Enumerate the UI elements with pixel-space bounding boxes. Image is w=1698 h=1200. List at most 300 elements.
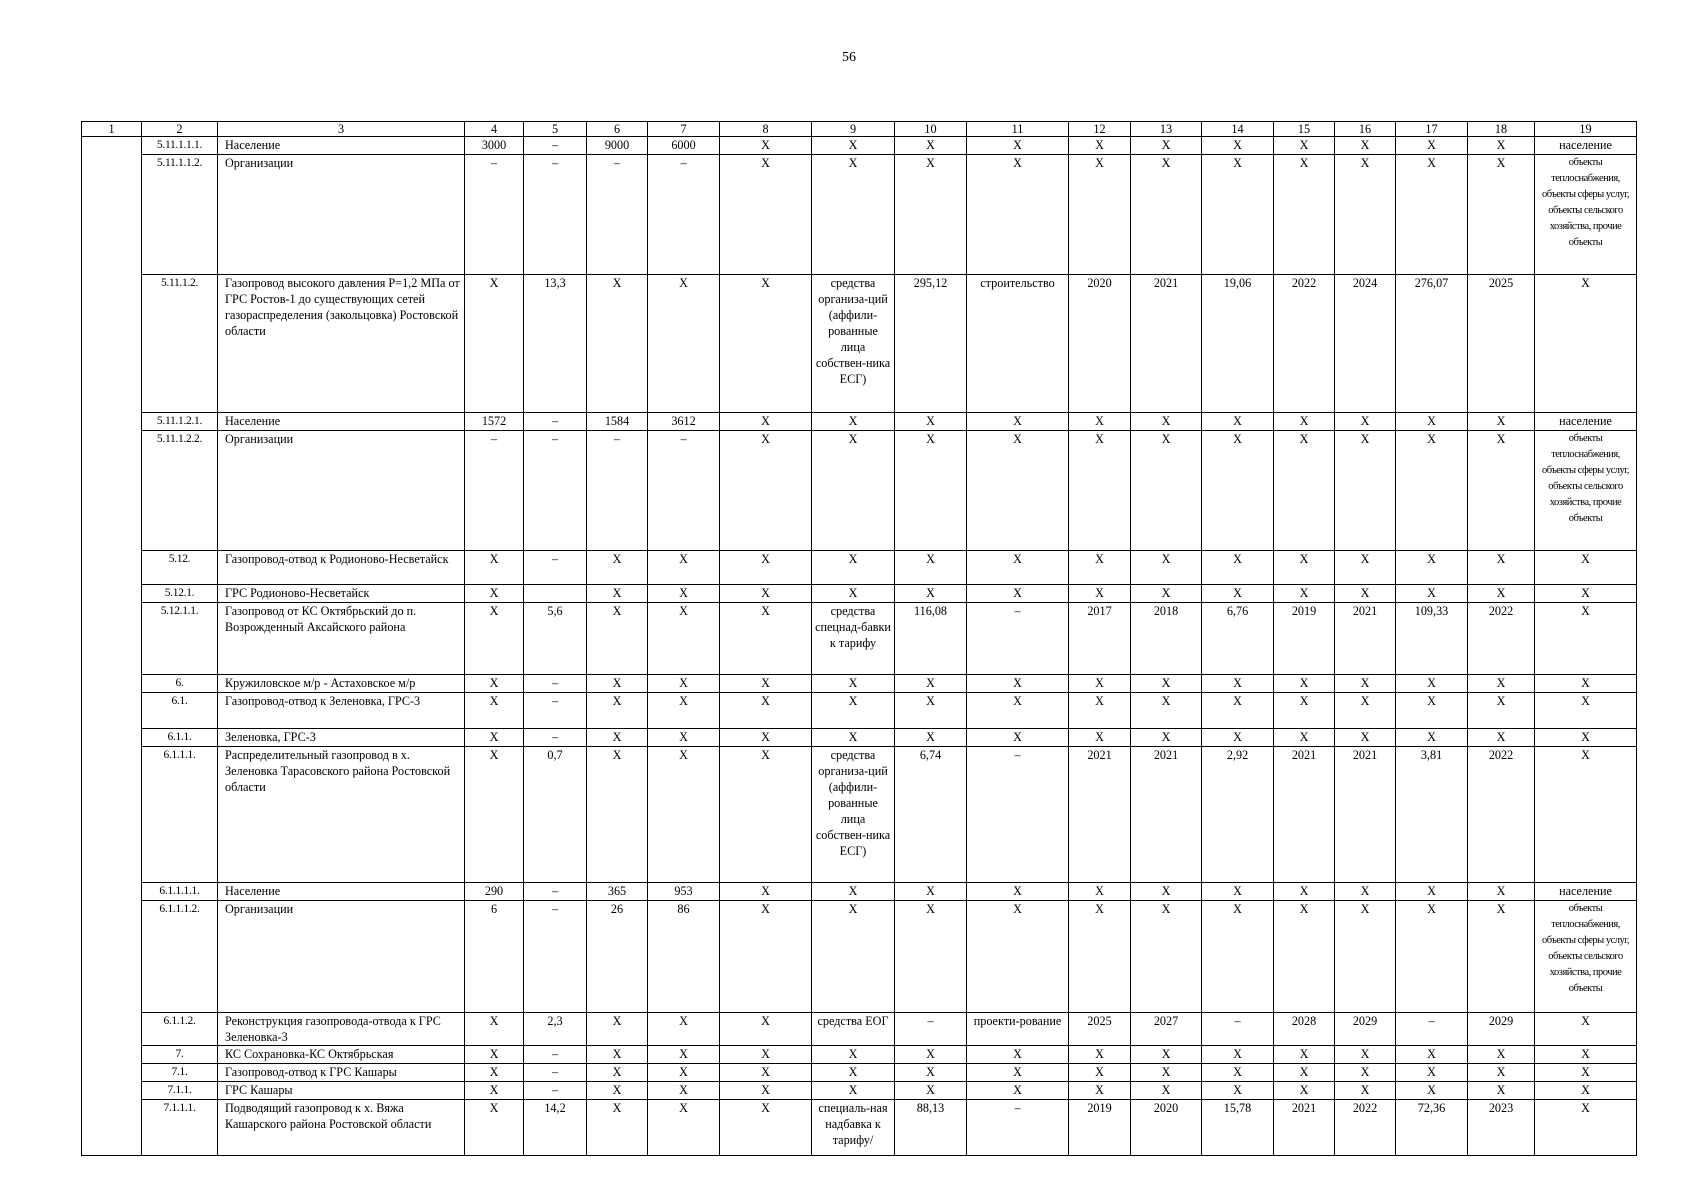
row-name: Зеленовка, ГРС-3 <box>218 729 465 747</box>
cell-col-9: Х <box>812 1064 895 1082</box>
row-code: 6.1. <box>142 693 218 729</box>
cell-col-4: 6 <box>465 901 524 1013</box>
cell-col-14: Х <box>1202 585 1274 603</box>
table-row <box>82 551 1637 585</box>
cell-col-16: Х <box>1335 693 1396 729</box>
cell-col-19: объекты теплоснабжения, объекты сферы услуг, объекты сельского хозяйства, прочие объекты <box>1535 901 1637 1013</box>
cell-col-11: Х <box>967 883 1069 901</box>
table-row <box>82 431 1637 551</box>
cell-col-5: – <box>524 901 587 1013</box>
cell-col-17: – <box>1396 1013 1468 1046</box>
cell-col-4: Х <box>465 275 524 413</box>
cell-col-9: Х <box>812 431 895 551</box>
cell-col-6: 26 <box>587 901 648 1013</box>
cell-col-14: – <box>1202 1013 1274 1046</box>
row-name: Население <box>218 413 465 431</box>
cell-col-15: 2019 <box>1274 603 1335 675</box>
cell-col-12: Х <box>1069 551 1131 585</box>
cell-col-11: Х <box>967 1082 1069 1100</box>
cell-col-12: Х <box>1069 675 1131 693</box>
cell-col-5: – <box>524 1082 587 1100</box>
cell-col-8: Х <box>720 155 812 275</box>
cell-col-5: – <box>524 551 587 585</box>
cell-col-16: Х <box>1335 585 1396 603</box>
cell-col-5: – <box>524 431 587 551</box>
cell-col-5: 5,6 <box>524 603 587 675</box>
cell-col-12: Х <box>1069 413 1131 431</box>
cell-col-9: Х <box>812 137 895 155</box>
cell-col-10: Х <box>895 1046 967 1064</box>
column-header-8: 8 <box>720 122 812 137</box>
cell-col-11: Х <box>967 901 1069 1013</box>
cell-col-14: 2,92 <box>1202 747 1274 883</box>
cell-col-14: Х <box>1202 693 1274 729</box>
cell-col-19: население <box>1535 883 1637 901</box>
cell-col-7: – <box>648 431 720 551</box>
cell-col-11: Х <box>967 1046 1069 1064</box>
cell-col-15: Х <box>1274 1046 1335 1064</box>
cell-col-10: – <box>895 1013 967 1046</box>
column-header-2: 2 <box>142 122 218 137</box>
cell-col-17: Х <box>1396 729 1468 747</box>
cell-col-7: Х <box>648 551 720 585</box>
cell-col-14: Х <box>1202 155 1274 275</box>
cell-col-6: 9000 <box>587 137 648 155</box>
column-header-19: 19 <box>1535 122 1637 137</box>
cell-col-7: Х <box>648 1082 720 1100</box>
cell-col-5: 13,3 <box>524 275 587 413</box>
cell-col-11: Х <box>967 1064 1069 1082</box>
cell-col-5: 14,2 <box>524 1100 587 1156</box>
cell-col-19: объекты теплоснабжения, объекты сферы услуг, объекты сельского хозяйства, прочие объекты <box>1535 155 1637 275</box>
cell-col-13: Х <box>1131 883 1202 901</box>
cell-col-18: Х <box>1468 137 1535 155</box>
cell-col-6: Х <box>587 603 648 675</box>
cell-col-8: Х <box>720 413 812 431</box>
cell-col-4: Х <box>465 1082 524 1100</box>
cell-col-11: – <box>967 1100 1069 1156</box>
cell-col-16: 2024 <box>1335 275 1396 413</box>
cell-col-11: проекти-рование <box>967 1013 1069 1046</box>
cell-col-12: 2017 <box>1069 603 1131 675</box>
cell-col-15: Х <box>1274 675 1335 693</box>
cell-col-17: 276,07 <box>1396 275 1468 413</box>
cell-col-15: Х <box>1274 551 1335 585</box>
cell-col-9: Х <box>812 1046 895 1064</box>
cell-col-13: Х <box>1131 137 1202 155</box>
cell-col-16: Х <box>1335 155 1396 275</box>
cell-col-17: Х <box>1396 137 1468 155</box>
table-row <box>82 603 1637 675</box>
cell-col-8: Х <box>720 585 812 603</box>
cell-col-6: Х <box>587 1082 648 1100</box>
cell-col-13: 2021 <box>1131 275 1202 413</box>
column-header-12: 12 <box>1069 122 1131 137</box>
column-header-17: 17 <box>1396 122 1468 137</box>
cell-col-14: Х <box>1202 431 1274 551</box>
cell-col-17: Х <box>1396 1064 1468 1082</box>
cell-col-11: Х <box>967 693 1069 729</box>
cell-col-8: Х <box>720 137 812 155</box>
cell-col-8: Х <box>720 431 812 551</box>
cell-col-14: Х <box>1202 729 1274 747</box>
cell-col-13: Х <box>1131 585 1202 603</box>
column-header-7: 7 <box>648 122 720 137</box>
cell-col-7: Х <box>648 693 720 729</box>
cell-col-10: Х <box>895 1064 967 1082</box>
cell-col-15: Х <box>1274 155 1335 275</box>
cell-col-8: Х <box>720 1100 812 1156</box>
column-header-9: 9 <box>812 122 895 137</box>
cell-col-11: Х <box>967 551 1069 585</box>
table-row <box>82 1064 1637 1082</box>
row-name: Газопровод от КС Октябрьский до п. Возрожденный Аксайского района <box>218 603 465 675</box>
cell-col-13: Х <box>1131 1082 1202 1100</box>
row-code: 6.1.1.1.2. <box>142 901 218 1013</box>
cell-col-10: 6,74 <box>895 747 967 883</box>
cell-col-9: Х <box>812 1082 895 1100</box>
row-name: Газопровод-отвод к Зеленовка, ГРС-3 <box>218 693 465 729</box>
cell-col-10: Х <box>895 155 967 275</box>
cell-col-10: Х <box>895 1082 967 1100</box>
cell-col-11: Х <box>967 431 1069 551</box>
cell-col-4: 1572 <box>465 413 524 431</box>
row-name: Организации <box>218 431 465 551</box>
cell-col-17: 109,33 <box>1396 603 1468 675</box>
cell-col-12: 2020 <box>1069 275 1131 413</box>
row-code: 5.12.1.1. <box>142 603 218 675</box>
cell-col-7: – <box>648 155 720 275</box>
cell-col-7: Х <box>648 1064 720 1082</box>
row-code: 5.11.1.2.2. <box>142 431 218 551</box>
cell-col-13: Х <box>1131 1046 1202 1064</box>
cell-col-19: Х <box>1535 1046 1637 1064</box>
cell-col-18: Х <box>1468 431 1535 551</box>
cell-col-19: Х <box>1535 275 1637 413</box>
cell-col-17: Х <box>1396 675 1468 693</box>
cell-col-12: Х <box>1069 883 1131 901</box>
cell-col-5: – <box>524 413 587 431</box>
cell-col-13: Х <box>1131 693 1202 729</box>
cell-col-19: Х <box>1535 1100 1637 1156</box>
cell-col-14: Х <box>1202 551 1274 585</box>
cell-col-6: Х <box>587 729 648 747</box>
cell-col-16: Х <box>1335 1064 1396 1082</box>
cell-col-12: Х <box>1069 137 1131 155</box>
cell-col-7: Х <box>648 585 720 603</box>
cell-col-5: – <box>524 137 587 155</box>
row-code: 7.1.1.1. <box>142 1100 218 1156</box>
cell-col-5: – <box>524 693 587 729</box>
cell-col-15: Х <box>1274 413 1335 431</box>
cell-col-11: Х <box>967 155 1069 275</box>
cell-col-9: средства ЕОГ <box>812 1013 895 1046</box>
cell-col-5: 0,7 <box>524 747 587 883</box>
cell-col-4: 290 <box>465 883 524 901</box>
row-code: 7.1. <box>142 1064 218 1082</box>
cell-col-19: Х <box>1535 1013 1637 1046</box>
cell-col-18: Х <box>1468 155 1535 275</box>
cell-col-4: Х <box>465 1046 524 1064</box>
cell-col-8: Х <box>720 675 812 693</box>
cell-col-7: 86 <box>648 901 720 1013</box>
cell-col-14: 19,06 <box>1202 275 1274 413</box>
cell-col-4: Х <box>465 1013 524 1046</box>
cell-col-6: Х <box>587 675 648 693</box>
row-code: 5.11.1.1.2. <box>142 155 218 275</box>
cell-col-16: Х <box>1335 1082 1396 1100</box>
table-row <box>82 1100 1637 1156</box>
cell-col-16: Х <box>1335 729 1396 747</box>
cell-col-18: 2029 <box>1468 1013 1535 1046</box>
cell-col-9: специаль-ная надбавка к тарифу/ <box>812 1100 895 1156</box>
table-row <box>82 747 1637 883</box>
data-table <box>81 121 1637 1156</box>
cell-col-15: Х <box>1274 431 1335 551</box>
cell-col-10: Х <box>895 431 967 551</box>
cell-col-9: Х <box>812 551 895 585</box>
column-header-3: 3 <box>218 122 465 137</box>
cell-col-6: Х <box>587 551 648 585</box>
cell-col-10: Х <box>895 585 967 603</box>
cell-col-4: Х <box>465 551 524 585</box>
cell-col-19: Х <box>1535 551 1637 585</box>
row-code: 5.12.1. <box>142 585 218 603</box>
cell-col-18: Х <box>1468 1064 1535 1082</box>
row-code: 6.1.1.1.1. <box>142 883 218 901</box>
cell-col-6: Х <box>587 1064 648 1082</box>
cell-col-10: Х <box>895 693 967 729</box>
cell-col-19: Х <box>1535 1064 1637 1082</box>
cell-col-6: 1584 <box>587 413 648 431</box>
cell-col-15: Х <box>1274 729 1335 747</box>
row-code: 7. <box>142 1046 218 1064</box>
cell-col-15: Х <box>1274 585 1335 603</box>
row-name: Газопровод высокого давления Р=1,2 МПа от ГРС Ростов-1 до существующих сетей газораспределения (закольцовка) Ростовской области <box>218 275 465 413</box>
cell-col-18: Х <box>1468 1082 1535 1100</box>
cell-col-9: Х <box>812 155 895 275</box>
cell-col-12: Х <box>1069 729 1131 747</box>
cell-col-9: средства организа-ций (аффили-рованные лица собствен-ника ЕСГ) <box>812 275 895 413</box>
cell-col-15: Х <box>1274 883 1335 901</box>
table-row <box>82 883 1637 901</box>
cell-col-6: 365 <box>587 883 648 901</box>
cell-col-13: Х <box>1131 155 1202 275</box>
cell-col-13: 2021 <box>1131 747 1202 883</box>
cell-col-13: 2018 <box>1131 603 1202 675</box>
cell-col-16: Х <box>1335 675 1396 693</box>
cell-col-19: Х <box>1535 729 1637 747</box>
cell-col-14: 6,76 <box>1202 603 1274 675</box>
cell-col-11: Х <box>967 137 1069 155</box>
cell-col-5 <box>524 585 587 603</box>
row-code: 6.1.1.2. <box>142 1013 218 1046</box>
cell-col-10: 295,12 <box>895 275 967 413</box>
cell-col-17: Х <box>1396 901 1468 1013</box>
cell-col-13: Х <box>1131 1064 1202 1082</box>
cell-col-7: 6000 <box>648 137 720 155</box>
cell-col-4: Х <box>465 1100 524 1156</box>
cell-col-13: 2027 <box>1131 1013 1202 1046</box>
cell-col-17: Х <box>1396 1046 1468 1064</box>
cell-col-12: Х <box>1069 1064 1131 1082</box>
row-code: 7.1.1. <box>142 1082 218 1100</box>
cell-col-4: Х <box>465 1064 524 1082</box>
cell-col-18: Х <box>1468 901 1535 1013</box>
cell-col-13: Х <box>1131 729 1202 747</box>
cell-col-19: Х <box>1535 585 1637 603</box>
cell-col-5: – <box>524 1064 587 1082</box>
cell-col-17: Х <box>1396 551 1468 585</box>
cell-col-7: Х <box>648 729 720 747</box>
cell-col-11: Х <box>967 585 1069 603</box>
column-header-18: 18 <box>1468 122 1535 137</box>
cell-col-10: Х <box>895 413 967 431</box>
cell-col-12: Х <box>1069 431 1131 551</box>
cell-col-6: Х <box>587 275 648 413</box>
cell-col-9: средства организа-ций (аффили-рованные лица собствен-ника ЕСГ) <box>812 747 895 883</box>
cell-col-15: 2021 <box>1274 747 1335 883</box>
cell-col-15: 2028 <box>1274 1013 1335 1046</box>
table-row <box>82 275 1637 413</box>
cell-col-15: Х <box>1274 137 1335 155</box>
cell-col-9: Х <box>812 413 895 431</box>
column-header-4: 4 <box>465 122 524 137</box>
cell-col-18: Х <box>1468 729 1535 747</box>
cell-col-8: Х <box>720 551 812 585</box>
cell-col-11: строительство <box>967 275 1069 413</box>
cell-col-18: Х <box>1468 585 1535 603</box>
cell-col-16: Х <box>1335 413 1396 431</box>
cell-col-7: Х <box>648 275 720 413</box>
table-row <box>82 413 1637 431</box>
cell-col-7: Х <box>648 675 720 693</box>
cell-col-8: Х <box>720 1082 812 1100</box>
cell-col-5: – <box>524 1046 587 1064</box>
cell-col-4: Х <box>465 603 524 675</box>
cell-col-5: – <box>524 883 587 901</box>
cell-col-6: Х <box>587 747 648 883</box>
cell-col-12: Х <box>1069 585 1131 603</box>
row-name: ГРС Кашары <box>218 1082 465 1100</box>
cell-col-18: 2023 <box>1468 1100 1535 1156</box>
cell-col-11: Х <box>967 413 1069 431</box>
cell-col-15: Х <box>1274 693 1335 729</box>
cell-col-4: Х <box>465 747 524 883</box>
row-name: Население <box>218 137 465 155</box>
cell-col-19: Х <box>1535 1082 1637 1100</box>
cell-col-8: Х <box>720 275 812 413</box>
cell-col-10: Х <box>895 551 967 585</box>
cell-col-11: Х <box>967 675 1069 693</box>
column-header-11: 11 <box>967 122 1069 137</box>
column-1-cell <box>82 137 142 1156</box>
row-name: Кружиловское м/р - Астаховское м/р <box>218 675 465 693</box>
row-code: 6.1.1.1. <box>142 747 218 883</box>
cell-col-9: Х <box>812 675 895 693</box>
column-header-5: 5 <box>524 122 587 137</box>
cell-col-18: 2022 <box>1468 603 1535 675</box>
cell-col-16: Х <box>1335 901 1396 1013</box>
column-header-1: 1 <box>82 122 142 137</box>
cell-col-17: Х <box>1396 883 1468 901</box>
cell-col-18: 2025 <box>1468 275 1535 413</box>
row-code: 6. <box>142 675 218 693</box>
cell-col-9: Х <box>812 729 895 747</box>
row-name: Распределительный газопровод в х. Зеленовка Тарасовского района Ростовской области <box>218 747 465 883</box>
cell-col-16: 2021 <box>1335 603 1396 675</box>
cell-col-15: 2021 <box>1274 1100 1335 1156</box>
cell-col-10: Х <box>895 883 967 901</box>
cell-col-10: Х <box>895 137 967 155</box>
cell-col-19: Х <box>1535 603 1637 675</box>
cell-col-8: Х <box>720 1064 812 1082</box>
cell-col-16: 2022 <box>1335 1100 1396 1156</box>
cell-col-11: Х <box>967 729 1069 747</box>
cell-col-17: Х <box>1396 693 1468 729</box>
cell-col-7: 3612 <box>648 413 720 431</box>
cell-col-18: Х <box>1468 883 1535 901</box>
row-name: КС Сохрановка-КС Октябрьская <box>218 1046 465 1064</box>
cell-col-17: 72,36 <box>1396 1100 1468 1156</box>
cell-col-7: Х <box>648 1046 720 1064</box>
cell-col-8: Х <box>720 603 812 675</box>
cell-col-14: Х <box>1202 883 1274 901</box>
cell-col-17: 3,81 <box>1396 747 1468 883</box>
cell-col-18: Х <box>1468 551 1535 585</box>
cell-col-6: – <box>587 155 648 275</box>
cell-col-8: Х <box>720 1013 812 1046</box>
cell-col-15: Х <box>1274 1082 1335 1100</box>
cell-col-14: Х <box>1202 1082 1274 1100</box>
table-row <box>82 155 1637 275</box>
row-name: Подводящий газопровод к х. Вяжа Кашарского района Ростовской области <box>218 1100 465 1156</box>
table-row <box>82 585 1637 603</box>
row-name: Газопровод-отвод к Родионово-Несветайск <box>218 551 465 585</box>
cell-col-17: Х <box>1396 585 1468 603</box>
table-row <box>82 137 1637 155</box>
cell-col-6: Х <box>587 1100 648 1156</box>
cell-col-12: Х <box>1069 155 1131 275</box>
cell-col-5: – <box>524 675 587 693</box>
row-name: Организации <box>218 155 465 275</box>
cell-col-16: Х <box>1335 883 1396 901</box>
cell-col-15: Х <box>1274 901 1335 1013</box>
cell-col-16: Х <box>1335 1046 1396 1064</box>
row-name: Население <box>218 883 465 901</box>
cell-col-11: – <box>967 603 1069 675</box>
cell-col-10: Х <box>895 729 967 747</box>
cell-col-4: – <box>465 431 524 551</box>
cell-col-18: Х <box>1468 1046 1535 1064</box>
cell-col-6: Х <box>587 1046 648 1064</box>
cell-col-4: Х <box>465 675 524 693</box>
table-row <box>82 1046 1637 1064</box>
column-header-15: 15 <box>1274 122 1335 137</box>
cell-col-15: 2022 <box>1274 275 1335 413</box>
cell-col-13: Х <box>1131 901 1202 1013</box>
column-header-13: 13 <box>1131 122 1202 137</box>
table-row <box>82 901 1637 1013</box>
cell-col-13: Х <box>1131 431 1202 551</box>
cell-col-19: объекты теплоснабжения, объекты сферы услуг, объекты сельского хозяйства, прочие объекты <box>1535 431 1637 551</box>
cell-col-14: Х <box>1202 1064 1274 1082</box>
cell-col-10: 116,08 <box>895 603 967 675</box>
cell-col-7: Х <box>648 603 720 675</box>
row-name: Газопровод-отвод к ГРС Кашары <box>218 1064 465 1082</box>
cell-col-14: Х <box>1202 137 1274 155</box>
cell-col-18: Х <box>1468 413 1535 431</box>
